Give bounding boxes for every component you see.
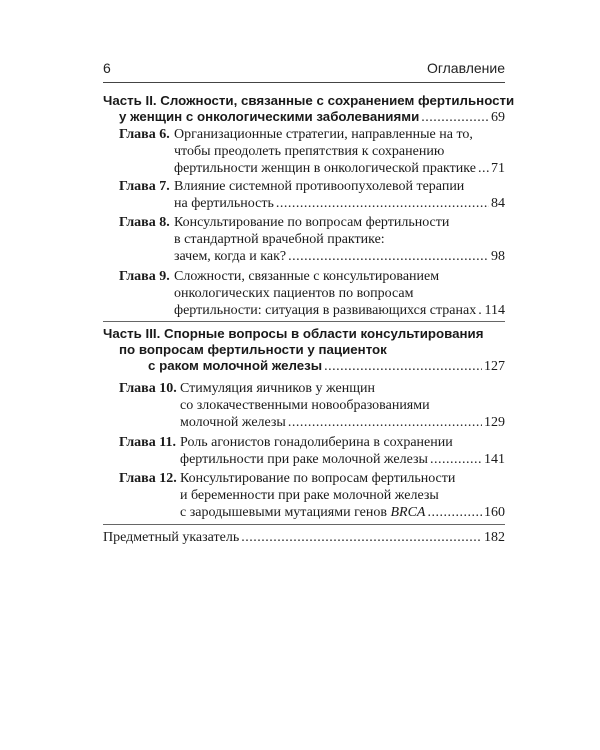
ch8-page: 98 xyxy=(491,249,505,264)
section-title: Оглавление xyxy=(426,60,505,76)
ch6-title-line3: фертильности женщин в онкологической практике xyxy=(174,161,476,176)
dot-leader xyxy=(430,451,482,469)
part3-title-line2[interactable]: по вопросам фертильности у пациенток xyxy=(119,342,387,357)
part3-page: 127 xyxy=(484,359,505,374)
page-number: 6 xyxy=(103,60,111,76)
ch9-page: 114 xyxy=(484,303,505,318)
ch10-label[interactable]: Глава 10. xyxy=(119,381,177,396)
index-entry[interactable] xyxy=(103,529,505,547)
ch9-title-line3: фертильности: ситуация в развивающихся странах xyxy=(174,303,477,318)
ch6-title-line1[interactable]: Организационные стратегии, направленные на то, xyxy=(174,127,473,142)
ch10-title-line1[interactable]: Стимуляция яичников у женщин xyxy=(180,381,375,396)
part2-title-line2: у женщин с онкологическими заболеваниями xyxy=(119,109,420,124)
ch11-label[interactable]: Глава 11. xyxy=(119,435,176,450)
dot-leader xyxy=(478,160,489,178)
ch6-title-line3-entry[interactable] xyxy=(174,160,505,178)
ch7-page: 84 xyxy=(491,196,505,211)
ch8-title-line3-entry[interactable] xyxy=(174,248,505,266)
section-separator xyxy=(103,321,505,322)
index-page: 182 xyxy=(484,530,505,545)
dot-leader xyxy=(478,302,482,320)
ch10-title-line2[interactable]: со злокачественными новообразованиями xyxy=(180,398,430,413)
section-separator xyxy=(103,524,505,525)
ch7-title-line1[interactable]: Влияние системной противоопухолевой терапии xyxy=(174,179,465,194)
ch12-title-line3 xyxy=(180,504,425,522)
ch7-title-line2-entry[interactable] xyxy=(174,195,505,213)
ch7-label[interactable]: Глава 7. xyxy=(119,179,170,194)
ch9-title-line3-entry[interactable] xyxy=(174,302,505,320)
ch12-label[interactable]: Глава 12. xyxy=(119,471,177,486)
part2-page: 69 xyxy=(491,110,505,125)
part2-title-line1[interactable]: Часть II. Сложности, связанные с сохранением фертильности xyxy=(103,93,515,108)
header-rule xyxy=(103,82,505,83)
dot-leader xyxy=(288,414,482,432)
ch6-page: 71 xyxy=(491,161,505,176)
ch8-title-line3: зачем, когда и как? xyxy=(174,249,287,264)
ch9-title-line2[interactable]: онкологических пациентов по вопросам xyxy=(174,286,414,301)
dot-leader xyxy=(324,358,482,376)
running-header xyxy=(103,60,505,76)
ch7-title-line2: на фертильность xyxy=(174,196,274,211)
ch11-title-line1[interactable]: Роль агонистов гонадолиберина в сохранении xyxy=(180,435,453,450)
dot-leader xyxy=(288,248,489,266)
brca-gene: BRCA xyxy=(390,505,426,520)
ch12-page: 160 xyxy=(484,505,505,520)
part2-title-line2-entry[interactable] xyxy=(119,108,505,127)
part3-title-line3-entry[interactable] xyxy=(148,357,505,376)
ch6-title-line2[interactable]: чтобы преодолеть препятствия к сохранению xyxy=(174,144,445,159)
ch11-title-line2: фертильности при раке молочной железы xyxy=(180,452,428,467)
ch9-label[interactable]: Глава 9. xyxy=(119,269,170,284)
ch11-page: 141 xyxy=(484,452,505,467)
dot-leader xyxy=(421,109,489,127)
ch8-title-line2[interactable]: в стандартной врачебной практике: xyxy=(174,232,385,247)
ch10-title-line3-entry[interactable] xyxy=(180,414,505,432)
dot-leader xyxy=(427,504,482,522)
ch10-title-line3: молочной железы xyxy=(180,415,286,430)
part3-title-line3: с раком молочной железы xyxy=(148,358,323,373)
ch11-title-line2-entry[interactable] xyxy=(180,451,505,469)
ch9-title-line1[interactable]: Сложности, связанные с консультированием xyxy=(174,269,440,284)
ch8-title-line1[interactable]: Консультирование по вопросам фертильности xyxy=(174,215,450,230)
dot-leader xyxy=(276,195,489,213)
dot-leader xyxy=(241,529,482,547)
index-title: Предметный указатель xyxy=(103,530,240,545)
ch12-title-line3-text: с зародышевыми мутациями генов xyxy=(180,505,387,520)
ch12-title-line1[interactable]: Консультирование по вопросам фертильности xyxy=(180,471,456,486)
ch12-title-line3-entry[interactable] xyxy=(180,504,505,522)
ch6-label[interactable]: Глава 6. xyxy=(119,127,170,142)
part3-title-line1[interactable]: Часть III. Спорные вопросы в области консультирования xyxy=(103,326,484,341)
ch12-title-line2[interactable]: и беременности при раке молочной железы xyxy=(180,488,439,503)
ch8-label[interactable]: Глава 8. xyxy=(119,215,170,230)
ch10-page: 129 xyxy=(484,415,505,430)
